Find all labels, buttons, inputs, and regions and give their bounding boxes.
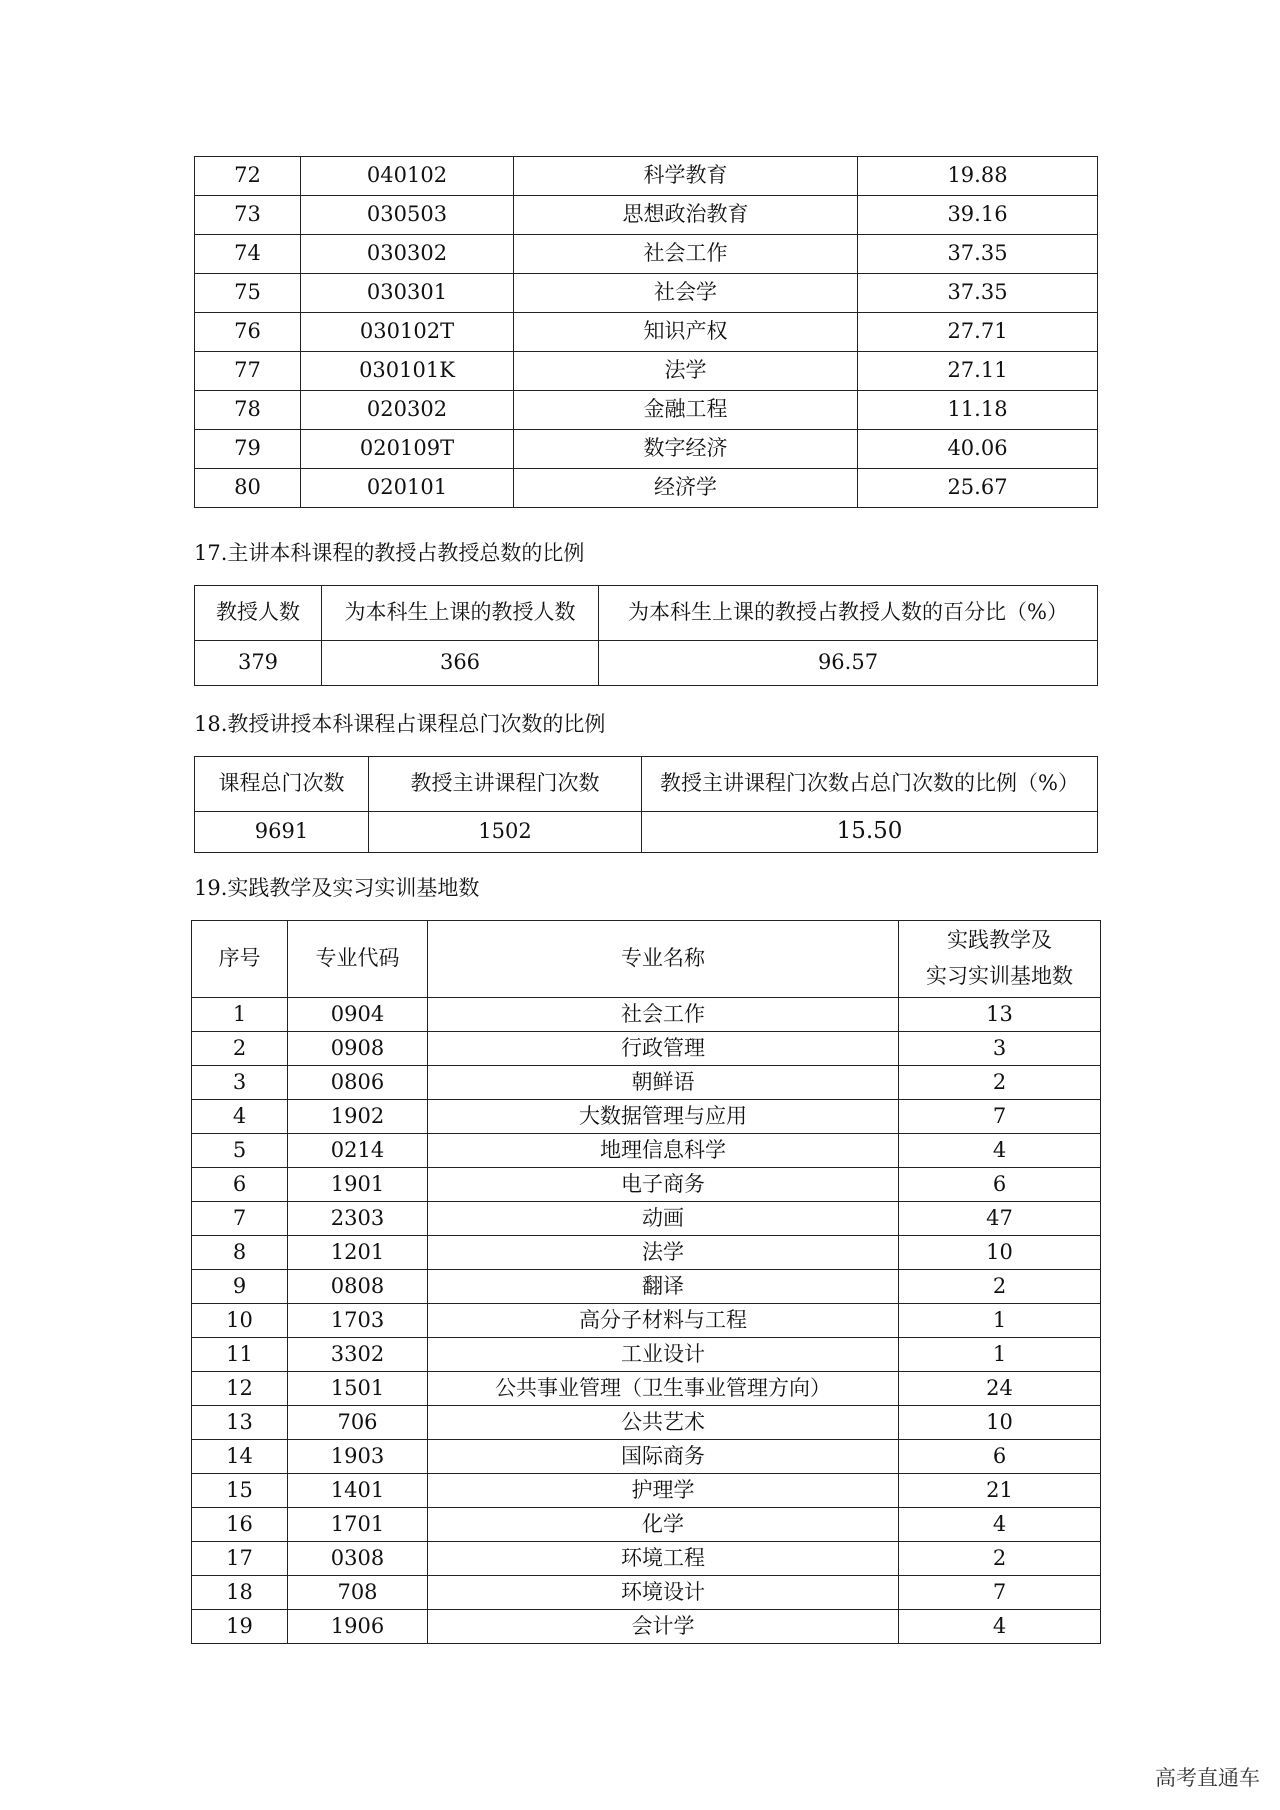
code-cell: 020101 bbox=[301, 469, 514, 508]
base-count-cell: 4 bbox=[899, 1610, 1101, 1644]
major-name-cell: 大数据管理与应用 bbox=[428, 1100, 899, 1134]
major-name-cell: 工业设计 bbox=[428, 1338, 899, 1372]
seq-cell: 73 bbox=[195, 196, 301, 235]
code-cell: 708 bbox=[288, 1576, 428, 1610]
value-cell: 37.35 bbox=[858, 274, 1098, 313]
major-name-cell: 科学教育 bbox=[514, 157, 858, 196]
major-name-cell: 翻译 bbox=[428, 1270, 899, 1304]
seq-cell: 8 bbox=[192, 1236, 288, 1270]
section-17-title: 17.主讲本科课程的教授占教授总数的比例 bbox=[194, 541, 585, 565]
table-row bbox=[192, 1406, 1101, 1440]
table-row bbox=[192, 1100, 1101, 1134]
value-cell: 25.67 bbox=[858, 469, 1098, 508]
header-seq: 序号 bbox=[192, 921, 288, 998]
table-row bbox=[195, 274, 1098, 313]
table-row bbox=[192, 1236, 1101, 1270]
seq-cell: 72 bbox=[195, 157, 301, 196]
table-row bbox=[192, 998, 1101, 1032]
code-cell: 0308 bbox=[288, 1542, 428, 1576]
header-cell: 课程总门次数 bbox=[195, 757, 369, 812]
seq-cell: 6 bbox=[192, 1168, 288, 1202]
base-count-cell: 2 bbox=[899, 1066, 1101, 1100]
table-row bbox=[192, 1542, 1101, 1576]
professor-ratio-table bbox=[194, 585, 1098, 686]
major-name-cell: 环境工程 bbox=[428, 1542, 899, 1576]
value-cell: 15.50 bbox=[642, 812, 1098, 853]
base-count-cell: 2 bbox=[899, 1542, 1101, 1576]
code-cell: 030302 bbox=[301, 235, 514, 274]
base-count-cell: 6 bbox=[899, 1168, 1101, 1202]
major-name-cell: 公共艺术 bbox=[428, 1406, 899, 1440]
base-count-cell: 7 bbox=[899, 1100, 1101, 1134]
major-name-cell: 电子商务 bbox=[428, 1168, 899, 1202]
header-base-count-line2: 实习实训基地数 bbox=[926, 964, 1073, 988]
base-count-cell: 24 bbox=[899, 1372, 1101, 1406]
code-cell: 030101K bbox=[301, 352, 514, 391]
major-name-cell: 护理学 bbox=[428, 1474, 899, 1508]
seq-cell: 19 bbox=[192, 1610, 288, 1644]
code-cell: 706 bbox=[288, 1406, 428, 1440]
table-row bbox=[195, 196, 1098, 235]
seq-cell: 76 bbox=[195, 313, 301, 352]
code-cell: 0904 bbox=[288, 998, 428, 1032]
seq-cell: 10 bbox=[192, 1304, 288, 1338]
base-count-cell: 1 bbox=[899, 1304, 1101, 1338]
base-count-cell: 4 bbox=[899, 1134, 1101, 1168]
base-count-cell: 2 bbox=[899, 1270, 1101, 1304]
code-cell: 2303 bbox=[288, 1202, 428, 1236]
table-row bbox=[192, 1202, 1101, 1236]
major-name-cell: 法学 bbox=[428, 1236, 899, 1270]
code-cell: 1701 bbox=[288, 1508, 428, 1542]
value-cell: 27.11 bbox=[858, 352, 1098, 391]
table-row bbox=[192, 1304, 1101, 1338]
seq-cell: 75 bbox=[195, 274, 301, 313]
header-base-count-line1: 实践教学及 bbox=[947, 928, 1052, 953]
table-row bbox=[195, 641, 1098, 686]
table-row bbox=[192, 1338, 1101, 1372]
major-name-cell: 行政管理 bbox=[428, 1032, 899, 1066]
major-name-cell: 地理信息科学 bbox=[428, 1134, 899, 1168]
table-header-row bbox=[195, 586, 1098, 641]
base-count-cell: 4 bbox=[899, 1508, 1101, 1542]
seq-cell: 2 bbox=[192, 1032, 288, 1066]
value-cell: 40.06 bbox=[858, 430, 1098, 469]
base-count-cell: 3 bbox=[899, 1032, 1101, 1066]
table-row bbox=[192, 1032, 1101, 1066]
major-name-cell: 环境设计 bbox=[428, 1576, 899, 1610]
seq-cell: 9 bbox=[192, 1270, 288, 1304]
major-name-cell: 公共事业管理（卫生事业管理方向） bbox=[428, 1372, 899, 1406]
code-cell: 0214 bbox=[288, 1134, 428, 1168]
code-cell: 1901 bbox=[288, 1168, 428, 1202]
code-cell: 0908 bbox=[288, 1032, 428, 1066]
major-name-cell: 思想政治教育 bbox=[514, 196, 858, 235]
major-name-cell: 动画 bbox=[428, 1202, 899, 1236]
header-cell: 教授主讲课程门次数 bbox=[369, 757, 642, 812]
value-cell: 19.88 bbox=[858, 157, 1098, 196]
value-cell: 27.71 bbox=[858, 313, 1098, 352]
value-cell: 96.57 bbox=[599, 641, 1098, 686]
base-count-cell: 6 bbox=[899, 1440, 1101, 1474]
watermark-text: 高考直通车 bbox=[1155, 1766, 1260, 1790]
value-cell: 379 bbox=[195, 641, 322, 686]
code-cell: 1703 bbox=[288, 1304, 428, 1338]
major-name-cell: 国际商务 bbox=[428, 1440, 899, 1474]
header-cell: 为本科生上课的教授人数 bbox=[322, 586, 599, 641]
major-name-cell: 高分子材料与工程 bbox=[428, 1304, 899, 1338]
major-name-cell: 经济学 bbox=[514, 469, 858, 508]
base-count-cell: 10 bbox=[899, 1236, 1101, 1270]
header-cell: 为本科生上课的教授占教授人数的百分比（%） bbox=[599, 586, 1098, 641]
table-row bbox=[195, 313, 1098, 352]
table-row bbox=[195, 352, 1098, 391]
code-cell: 1903 bbox=[288, 1440, 428, 1474]
value-cell: 1502 bbox=[369, 812, 642, 853]
seq-cell: 1 bbox=[192, 998, 288, 1032]
header-cell: 教授人数 bbox=[195, 586, 322, 641]
header-cell: 教授主讲课程门次数占总门次数的比例（%） bbox=[642, 757, 1098, 812]
table-row bbox=[192, 1168, 1101, 1202]
major-name-cell: 朝鲜语 bbox=[428, 1066, 899, 1100]
code-cell: 1401 bbox=[288, 1474, 428, 1508]
code-cell: 030503 bbox=[301, 196, 514, 235]
table-row bbox=[195, 157, 1098, 196]
code-cell: 030102T bbox=[301, 313, 514, 352]
base-count-cell: 21 bbox=[899, 1474, 1101, 1508]
base-count-cell: 1 bbox=[899, 1338, 1101, 1372]
header-base-count bbox=[899, 921, 1101, 998]
section-18-title: 18.教授讲授本科课程占课程总门次数的比例 bbox=[194, 712, 606, 736]
major-ratio-table bbox=[194, 156, 1098, 508]
seq-cell: 17 bbox=[192, 1542, 288, 1576]
value-cell: 9691 bbox=[195, 812, 369, 853]
major-name-cell: 会计学 bbox=[428, 1610, 899, 1644]
code-cell: 3302 bbox=[288, 1338, 428, 1372]
table-row bbox=[192, 1440, 1101, 1474]
code-cell: 1906 bbox=[288, 1610, 428, 1644]
seq-cell: 12 bbox=[192, 1372, 288, 1406]
table-row bbox=[192, 1610, 1101, 1644]
table-row bbox=[195, 430, 1098, 469]
major-ratio-table-body bbox=[195, 157, 1098, 508]
code-cell: 1201 bbox=[288, 1236, 428, 1270]
base-count-cell: 10 bbox=[899, 1406, 1101, 1440]
table-row bbox=[195, 391, 1098, 430]
major-name-cell: 社会工作 bbox=[428, 998, 899, 1032]
table-row bbox=[195, 812, 1098, 853]
seq-cell: 14 bbox=[192, 1440, 288, 1474]
table-row bbox=[192, 1474, 1101, 1508]
course-ratio-table bbox=[194, 756, 1098, 853]
table-row bbox=[192, 1508, 1101, 1542]
code-cell: 1501 bbox=[288, 1372, 428, 1406]
seq-cell: 74 bbox=[195, 235, 301, 274]
value-cell: 11.18 bbox=[858, 391, 1098, 430]
major-name-cell: 数字经济 bbox=[514, 430, 858, 469]
table-row bbox=[192, 1066, 1101, 1100]
code-cell: 0808 bbox=[288, 1270, 428, 1304]
major-name-cell: 社会学 bbox=[514, 274, 858, 313]
major-name-cell: 法学 bbox=[514, 352, 858, 391]
table-row bbox=[192, 1270, 1101, 1304]
seq-cell: 18 bbox=[192, 1576, 288, 1610]
code-cell: 040102 bbox=[301, 157, 514, 196]
header-code: 专业代码 bbox=[288, 921, 428, 998]
base-count-cell: 13 bbox=[899, 998, 1101, 1032]
major-name-cell: 社会工作 bbox=[514, 235, 858, 274]
practice-base-table bbox=[191, 920, 1101, 1644]
base-count-cell: 7 bbox=[899, 1576, 1101, 1610]
table-row bbox=[195, 235, 1098, 274]
seq-cell: 77 bbox=[195, 352, 301, 391]
seq-cell: 11 bbox=[192, 1338, 288, 1372]
table-row bbox=[195, 469, 1098, 508]
seq-cell: 4 bbox=[192, 1100, 288, 1134]
table-header-row bbox=[192, 921, 1101, 998]
seq-cell: 15 bbox=[192, 1474, 288, 1508]
section-19-title: 19.实践教学及实习实训基地数 bbox=[194, 876, 480, 900]
seq-cell: 13 bbox=[192, 1406, 288, 1440]
value-cell: 39.16 bbox=[858, 196, 1098, 235]
seq-cell: 7 bbox=[192, 1202, 288, 1236]
seq-cell: 16 bbox=[192, 1508, 288, 1542]
value-cell: 366 bbox=[322, 641, 599, 686]
value-cell: 37.35 bbox=[858, 235, 1098, 274]
major-name-cell: 知识产权 bbox=[514, 313, 858, 352]
major-name-cell: 化学 bbox=[428, 1508, 899, 1542]
code-cell: 030301 bbox=[301, 274, 514, 313]
code-cell: 020302 bbox=[301, 391, 514, 430]
code-cell: 020109T bbox=[301, 430, 514, 469]
table-row bbox=[192, 1576, 1101, 1610]
code-cell: 0806 bbox=[288, 1066, 428, 1100]
table-header-row bbox=[195, 757, 1098, 812]
major-name-cell: 金融工程 bbox=[514, 391, 858, 430]
seq-cell: 80 bbox=[195, 469, 301, 508]
header-major: 专业名称 bbox=[428, 921, 899, 998]
seq-cell: 5 bbox=[192, 1134, 288, 1168]
seq-cell: 79 bbox=[195, 430, 301, 469]
base-count-cell: 47 bbox=[899, 1202, 1101, 1236]
seq-cell: 78 bbox=[195, 391, 301, 430]
table-row bbox=[192, 1134, 1101, 1168]
code-cell: 1902 bbox=[288, 1100, 428, 1134]
seq-cell: 3 bbox=[192, 1066, 288, 1100]
table-row bbox=[192, 1372, 1101, 1406]
